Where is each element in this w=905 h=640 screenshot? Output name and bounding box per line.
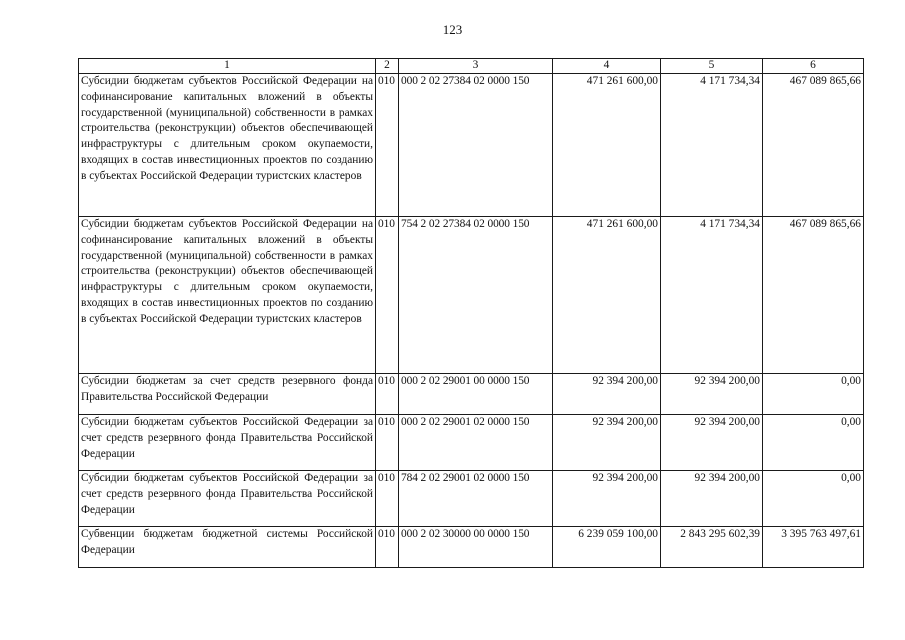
row-description: Субсидии бюджетам субъектов Российской Федерации на софинансирование капитальных вложений в объекты государственной (муниципальной) собственности в рамках строительства (реконструкции) объектов обеспечивающей инфраструктуры с длительным сроком окупаемости, входящих в состав инвестиционных проектов по созданию в субъектах Российской Федерации туристских кластеров	[79, 74, 376, 217]
row-value-col5: 92 394 200,00	[661, 374, 763, 415]
column-header: 5	[661, 59, 763, 74]
row-value-col4: 471 261 600,00	[553, 217, 661, 374]
row-value-col4: 92 394 200,00	[553, 415, 661, 471]
column-header: 2	[376, 59, 399, 74]
table-row	[79, 74, 864, 217]
column-header: 1	[79, 59, 376, 74]
row-value-col4: 92 394 200,00	[553, 471, 661, 527]
row-value-col6: 467 089 865,66	[763, 217, 864, 374]
table-row	[79, 415, 864, 471]
row-value-col6: 0,00	[763, 471, 864, 527]
column-header: 3	[399, 59, 553, 74]
row-value-col6: 0,00	[763, 374, 864, 415]
page-number: 123	[442, 22, 463, 37]
table-row	[79, 374, 864, 415]
row-value-col5: 4 171 734,34	[661, 217, 763, 374]
column-header: 6	[763, 59, 864, 74]
row-value-col5: 92 394 200,00	[661, 471, 763, 527]
row-budget-code: 000 2 02 30000 00 0000 150	[399, 527, 553, 568]
row-line-code: 010	[376, 527, 399, 568]
row-description: Субсидии бюджетам за счет средств резервного фонда Правительства Российской Федерации	[79, 374, 376, 415]
row-description: Субсидии бюджетам субъектов Российской Федерации на софинансирование капитальных вложений в объекты государственной (муниципальной) собственности в рамках строительства (реконструкции) объектов обеспечивающей инфраструктуры с длительным сроком окупаемости, входящих в состав инвестиционных проектов по созданию в субъектах Российской Федерации туристских кластеров	[79, 217, 376, 374]
row-description: Субсидии бюджетам субъектов Российской Федерации за счет средств резервного фонда Правительства Российской Федерации	[79, 415, 376, 471]
row-line-code: 010	[376, 374, 399, 415]
column-header: 4	[553, 59, 661, 74]
row-budget-code: 000 2 02 27384 02 0000 150	[399, 74, 553, 217]
table-header-row	[79, 59, 864, 74]
row-value-col5: 92 394 200,00	[661, 415, 763, 471]
budget-table	[78, 58, 864, 568]
table-row	[79, 471, 864, 527]
row-line-code: 010	[376, 217, 399, 374]
row-value-col6: 467 089 865,66	[763, 74, 864, 217]
table-row	[79, 217, 864, 374]
row-value-col5: 2 843 295 602,39	[661, 527, 763, 568]
row-line-code: 010	[376, 471, 399, 527]
table-row	[79, 527, 864, 568]
row-value-col6: 3 395 763 497,61	[763, 527, 864, 568]
row-value-col4: 471 261 600,00	[553, 74, 661, 217]
row-value-col4: 92 394 200,00	[553, 374, 661, 415]
row-budget-code: 000 2 02 29001 00 0000 150	[399, 374, 553, 415]
row-value-col5: 4 171 734,34	[661, 74, 763, 217]
row-description: Субвенции бюджетам бюджетной системы Российской Федерации	[79, 527, 376, 568]
row-value-col6: 0,00	[763, 415, 864, 471]
row-budget-code: 754 2 02 27384 02 0000 150	[399, 217, 553, 374]
row-line-code: 010	[376, 74, 399, 217]
row-budget-code: 000 2 02 29001 02 0000 150	[399, 415, 553, 471]
row-budget-code: 784 2 02 29001 02 0000 150	[399, 471, 553, 527]
row-value-col4: 6 239 059 100,00	[553, 527, 661, 568]
row-line-code: 010	[376, 415, 399, 471]
row-description: Субсидии бюджетам субъектов Российской Федерации за счет средств резервного фонда Правительства Российской Федерации	[79, 471, 376, 527]
